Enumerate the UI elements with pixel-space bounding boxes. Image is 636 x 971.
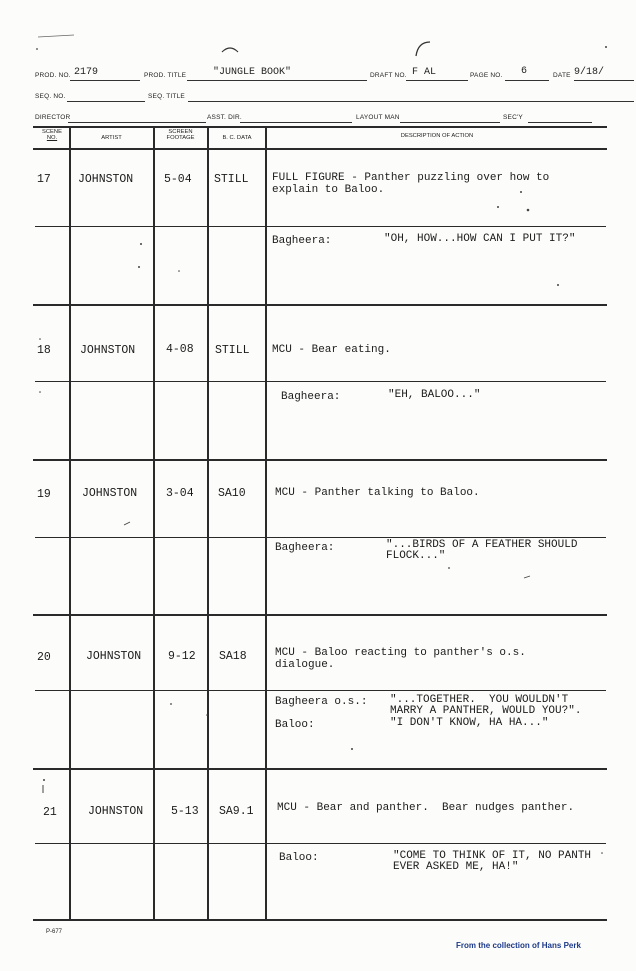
- scene-bc-data: SA18: [219, 650, 247, 663]
- dialogue-speaker: Bagheera:: [275, 542, 335, 554]
- date-label: DATE: [553, 72, 571, 79]
- dialogue-speaker: Bagheera o.s.:: [275, 696, 368, 708]
- scene-number: 17: [37, 173, 51, 186]
- scene-footage: 9-12: [168, 650, 196, 663]
- scene-artist: JOHNSTON: [80, 344, 136, 357]
- dialogue-speaker: Bagheera:: [272, 235, 332, 247]
- scene-artist: JOHNSTON: [86, 650, 142, 663]
- scene-action: MCU - Bear and panther. Bear nudges panther.: [277, 802, 575, 814]
- scene-action: MCU - Panther talking to Baloo.: [275, 487, 480, 499]
- scene-action: FULL FIGURE - Panther puzzling over how to explain to Baloo.: [272, 172, 550, 196]
- page-no-label: PAGE NO.: [470, 72, 503, 79]
- scene-number: 20: [37, 651, 51, 664]
- dialogue-line: "...BIRDS OF A FEATHER SHOULD FLOCK...": [386, 539, 578, 562]
- scene-artist: JOHNSTON: [78, 173, 134, 186]
- director-label: DIRECTOR: [35, 114, 71, 121]
- scene-artist: JOHNSTON: [88, 805, 144, 818]
- scene-bc-data: STILL: [215, 344, 250, 357]
- prod-title-label: PROD. TITLE: [144, 72, 187, 79]
- dialogue-speaker: Bagheera:: [281, 391, 341, 403]
- prod-title-value: "JUNGLE BOOK": [213, 67, 292, 78]
- scene-number: 18: [37, 344, 51, 357]
- scene-number: 19: [37, 488, 51, 501]
- seq-title-label: SEQ. TITLE: [148, 93, 185, 100]
- scene-number: 21: [43, 806, 57, 819]
- dialogue-line: "OH, HOW...HOW CAN I PUT IT?": [384, 233, 576, 245]
- layout-man-label: LAYOUT MAN: [356, 114, 400, 121]
- dialogue-speaker: Baloo:: [279, 852, 319, 864]
- col-description: DESCRIPTION OF ACTION: [400, 133, 474, 139]
- dialogue-line: "EH, BALOO...": [388, 389, 481, 401]
- scene-footage: 5-04: [164, 173, 192, 186]
- asst-dir-label: ASST. DIR.: [207, 114, 242, 121]
- scene-footage: 3-04: [166, 487, 194, 500]
- page-no-value: 6: [521, 66, 528, 77]
- prod-no-label: PROD. NO.: [35, 72, 71, 79]
- scene-bc-data: SA10: [218, 487, 246, 500]
- date-value: 9/18/: [574, 67, 605, 78]
- col-bc-data: B. C. DATA: [222, 135, 252, 141]
- scene-footage: 5-13: [171, 805, 199, 818]
- scene-bc-data: SA9.1: [219, 805, 254, 818]
- scene-action: MCU - Bear eating.: [272, 344, 391, 356]
- dialogue-line: "I DON'T KNOW, HA HA...": [390, 717, 549, 729]
- scene-bc-data: STILL: [214, 173, 249, 186]
- dialogue-line: "...TOGETHER. YOU WOULDN'T MARRY A PANTHER, WOULD YOU?".: [390, 694, 582, 717]
- prod-no-value: 2179: [74, 67, 99, 78]
- draft-no-label: DRAFT NO.: [370, 72, 407, 79]
- dialogue-speaker: Baloo:: [275, 719, 315, 731]
- col-artist: ARTIST: [101, 135, 122, 141]
- scene-footage: 4-08: [166, 343, 194, 356]
- draft-no-value: F AL: [412, 67, 437, 78]
- collection-credit: From the collection of Hans Perk: [456, 941, 581, 950]
- col-scene-no: SCENE NO.: [42, 129, 62, 141]
- secy-label: SEC'Y: [503, 114, 523, 121]
- scene-artist: JOHNSTON: [82, 487, 138, 500]
- scene-action: MCU - Baloo reacting to panther's o.s. dialogue.: [275, 647, 526, 671]
- dialogue-line: "COME TO THINK OF IT, NO PANTH EVER ASKED ME, HA!": [393, 850, 592, 873]
- col-screen-footage: SCREEN FOOTAGE: [166, 129, 195, 141]
- form-number: P-677: [46, 929, 63, 935]
- seq-no-label: SEQ. NO.: [35, 93, 66, 100]
